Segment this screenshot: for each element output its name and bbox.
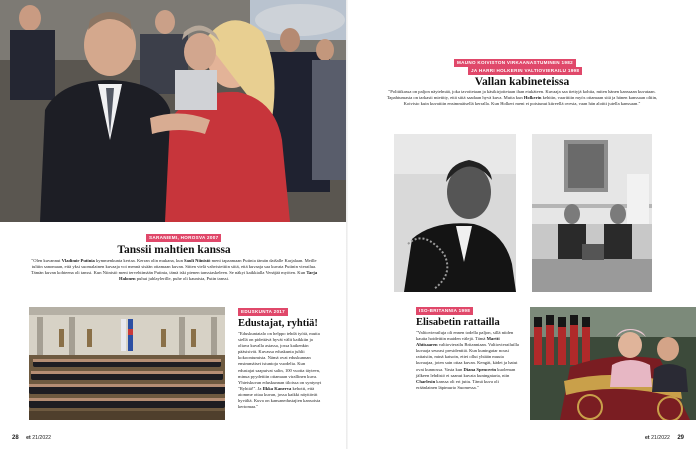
left-issue: 21/2022 [32, 435, 51, 441]
left-magazine-name: et [26, 435, 31, 441]
body-text-run: "Politiikassa on paljon näytelmää, joka tavoitetaan ja käsikirjoitetaan ihan etukäteen. Kuvaaja saa tiettyjä kohtia, miten hänen kanssaan kuvataan. Tapahtumasta on tarkasti mietitty, että siitä saadaan hyvä kuva. Mutta kun [386, 89, 656, 101]
dance-story-body [26, 258, 322, 282]
name-highlight: Martti Ahtisaaren [416, 336, 500, 348]
right-page [348, 0, 696, 449]
body-text-run: kanssa oli eri juttu. Tämä kuva oli eräänlainen läpimurto Suomessa." [416, 378, 499, 390]
name-highlight: Vladimir Putinia [61, 258, 95, 263]
right-issue: 21/2022 [651, 435, 670, 441]
body-text-run: kehotti, että aiomme ottaa kuvan, jossa kaikki näyttävät hyvältä. Kuva on kansanedustajien kansoista kertomaa." [238, 385, 321, 410]
photo-koivisto [394, 134, 516, 292]
parliament-story-headline: Edustajat, ryhtiä! [238, 318, 318, 329]
parliament-story-body [238, 331, 322, 410]
photo-queen-carriage [530, 307, 696, 420]
left-page-number: 28 [12, 435, 19, 441]
left-folio [12, 435, 51, 441]
dance-story-headline: Tanssii mahtien kanssa [117, 244, 231, 256]
cabinet-story-tag-2: JA HARRI HOLKERIN VALTIOVIERAILU 1998 [468, 67, 582, 75]
body-text-run: valtiovierailu Britanniaan. Valtiovierailuilla kuvaaja seurasi presidenttiä. Kun kuningatar nousi rattaisiin, minä katsoin, ettei ollut yhtään muuta kuvaajaa, joten sain ottaa kuvan. Kengät, kädet ja hatut ovat kunnossa. Vasta kun [416, 342, 519, 372]
body-text-run: kehitin, vaarittiin myös ottamaan sitä ja hänen kanssaan oltiin, Koivisto kuin kuvattiin ensimmäisellä kerralla. Kun Holkeri meni ei poistunut kiireellä ovesta, vaan hän aloitti jutella kanssaan." [403, 95, 658, 107]
body-text-run: "Valtiovierailuja oli ennen todella paljon, sillä niiden kautta hoidettiin maiden välejä. Tämä [416, 330, 514, 342]
queen-story-body [416, 330, 520, 391]
name-highlight: Holkerin [523, 95, 542, 101]
photo-parliament [29, 307, 225, 420]
right-page-number: 29 [677, 435, 684, 441]
queen-story-headline: Elisabetin rattailla [416, 317, 500, 328]
parliament-story-tag: EDUSKUNTA 2017 [238, 308, 288, 316]
dance-story-tag: SARANIEMI, HOROSVA 2007 [146, 234, 221, 242]
body-text-run: "Eduskuntatalo on helppo tehdä työtä, mutta siellä on pidettävä hyvät välit kaikkiin ja oltava kuvalla asiassa, jossa kaikenkin pääsisivät. Kuvassa eduskunta juhlii kokoontumista. Nämä ovat eduskunnan ensimmäiset istuntoja vuodelta. Kun edustajat saapuivat salin, 100 vuotta täyteen, minua pyydettiin ottamaan virallinen kuva. Yhteiskuvan eduskunnan tiloissa on syntynyt "Ryhtiä!". Ja [238, 331, 322, 391]
cabinet-story-body [386, 89, 658, 107]
name-highlight: Diana Spencerin [463, 366, 497, 372]
cabinet-story-headline: Vallan kabineteissa [474, 76, 570, 88]
body-text-run: kuoleman jälkeen lehdistö ei saanut kuvata kuningatarta, niin [416, 366, 516, 378]
body-text-run: puhui juhlaylerille, puhe oli kaunista, Putin tanssi. [135, 276, 229, 282]
name-highlight: Ilkka Kanerva [262, 385, 292, 391]
right-magazine-name: et [645, 435, 650, 441]
body-text-run: "Olen kuvannut [31, 258, 62, 263]
right-folio [645, 435, 684, 441]
body-text-run: meni tapaamaan Putinia tämän datšalle Karjalaan. Meille tultiin sanomaan, että yksi suomalainen kuvaaja voi mennä sisään ottamaan kuvan. Sitten vielä vahvistettiin siitä, että kuvaaja saa kuvata Putinin vierailua. Tämän kuvan kohteena oli tanssi. Kun Niinistö meni tervehtimään Putinia, tämä iski pienen tanssiaskeleen. Se näkyi kaikkialla Venäjää myöten. Kun [30, 258, 317, 276]
cabinet-story-tag-1: MAUNO KOIVISTON VIRKAANASTUMINEN 1982 [454, 59, 576, 67]
queen-story-tag: ISO-BRITANNIA 1998 [416, 307, 473, 315]
photo-putin-dance [0, 0, 348, 222]
name-highlight: Charlesin [416, 378, 436, 384]
name-highlight: Tarja Halonen [119, 270, 318, 282]
name-highlight: Sauli Niinistö [184, 258, 211, 263]
body-text-run: kymmenkunta kertaa. Kerran olin mukana, kun [94, 258, 185, 263]
photo-holkeri-meeting [532, 134, 652, 292]
